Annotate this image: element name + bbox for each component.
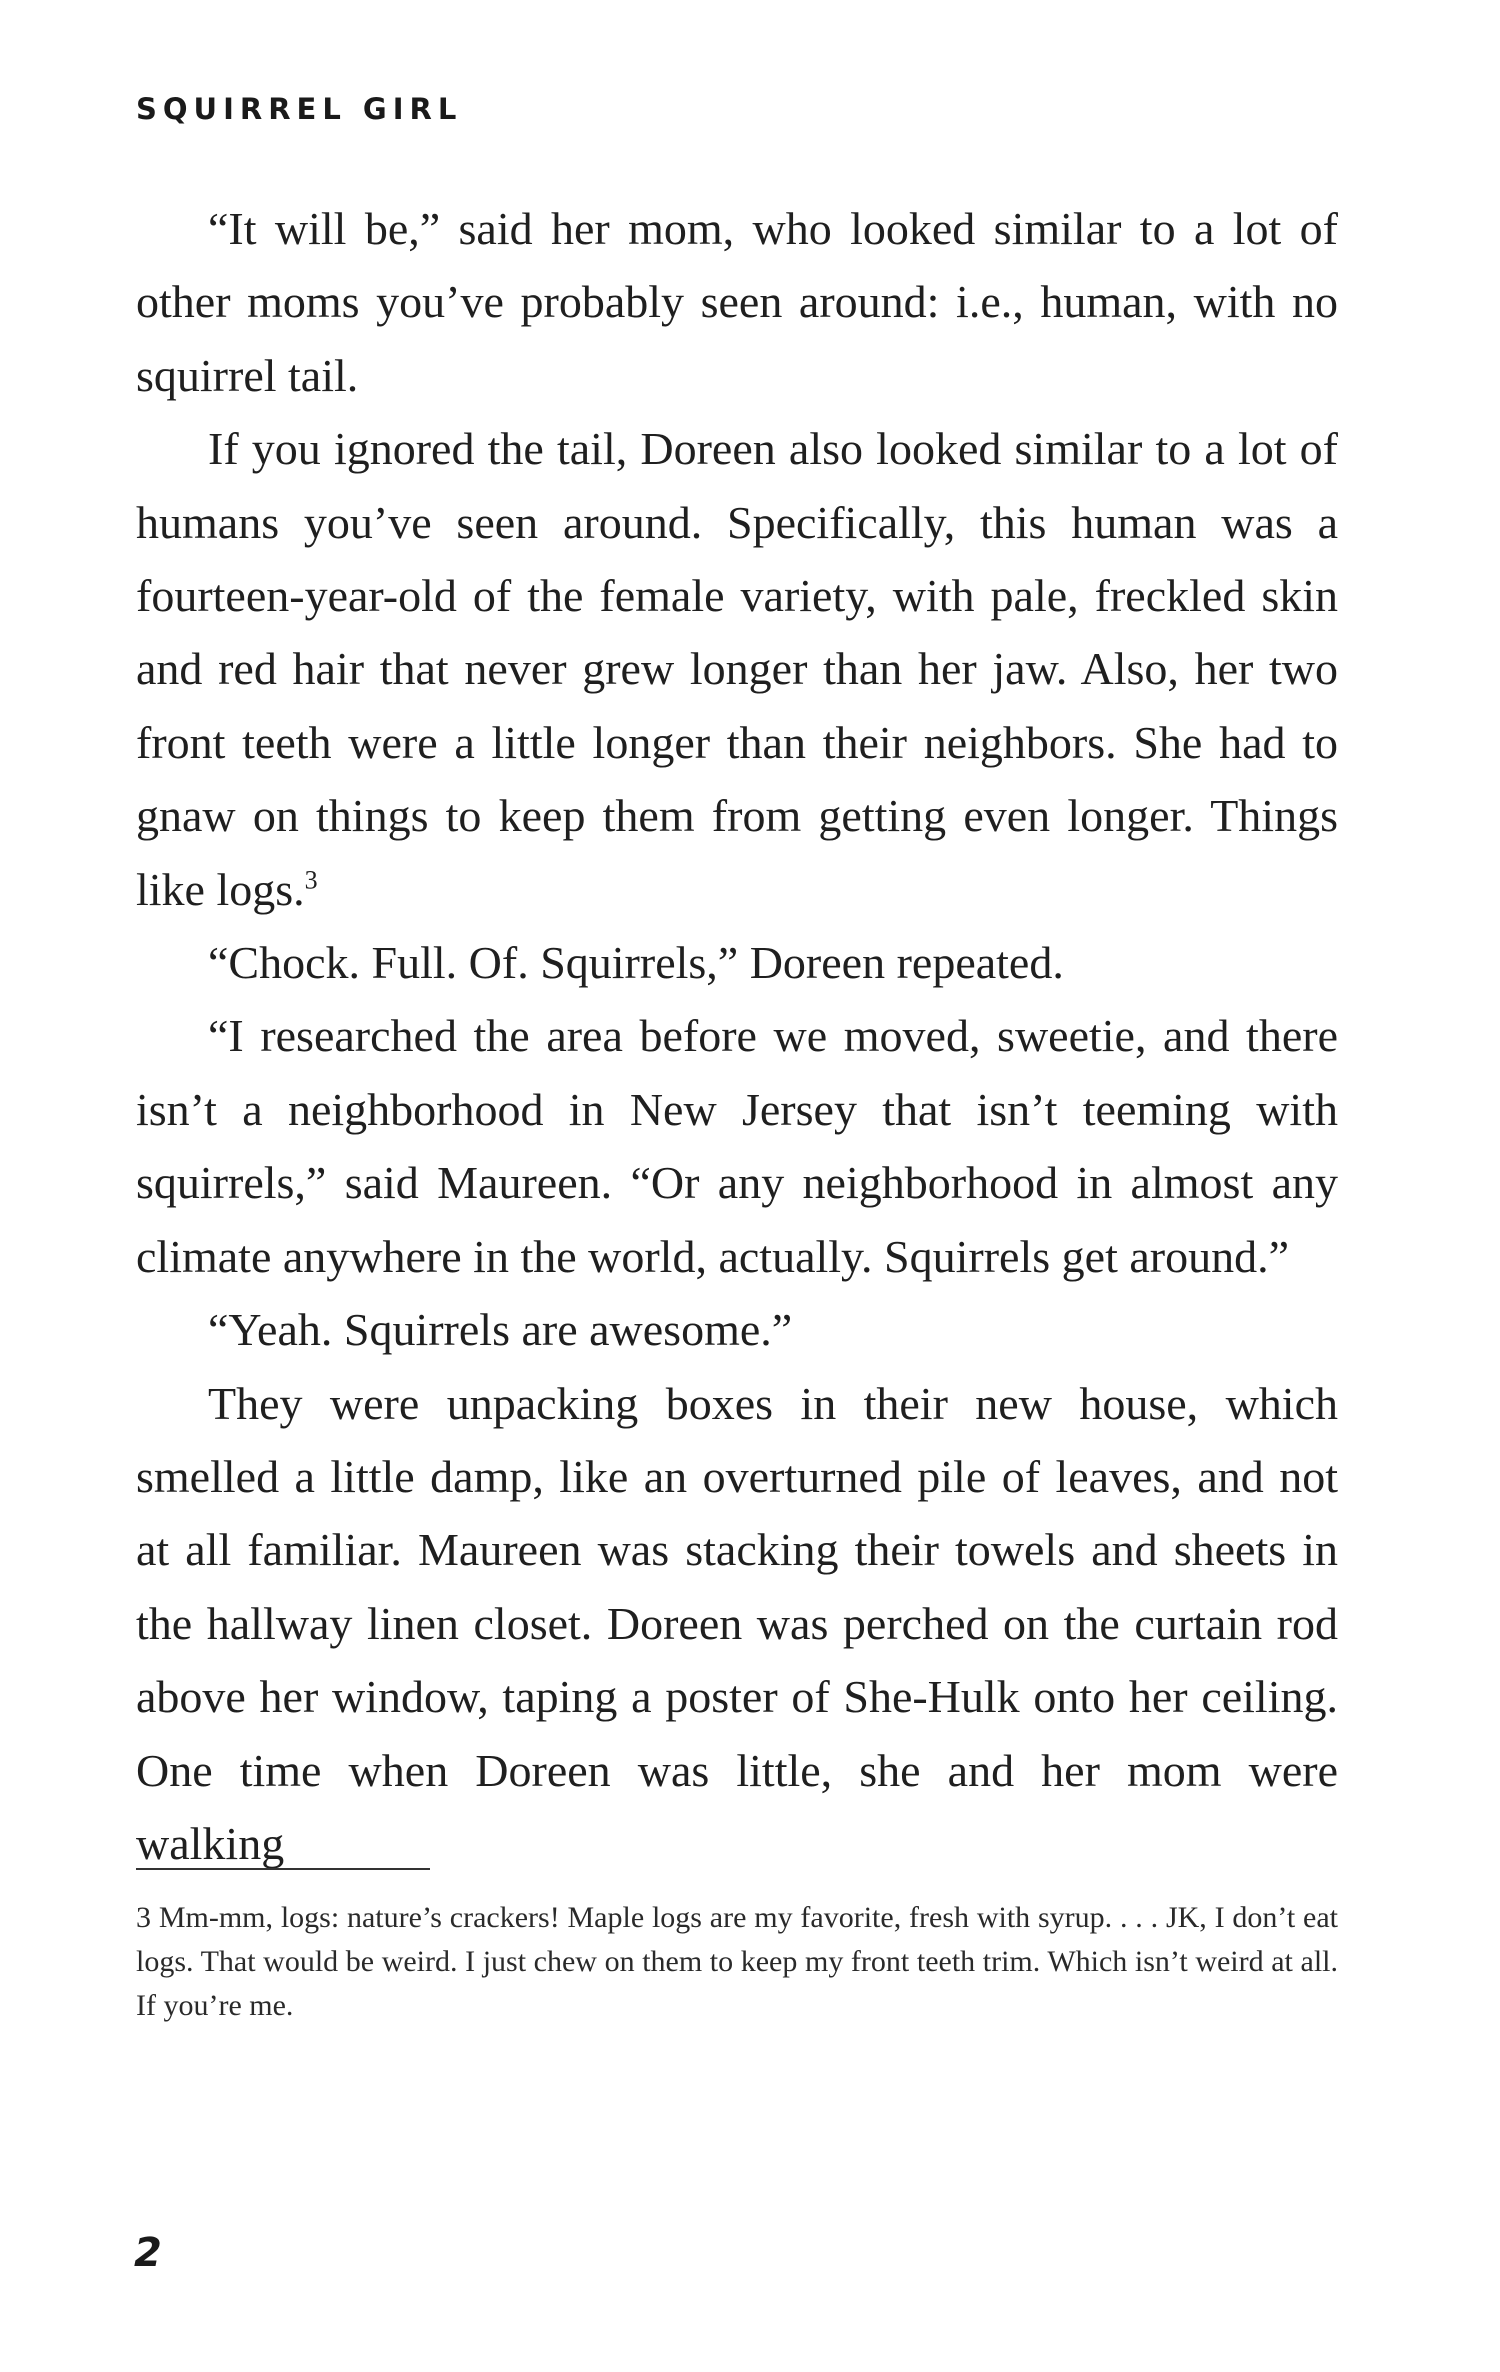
body-text [136, 192, 1338, 1880]
footnote: 3 Mm-mm, logs: nature’s crackers! Maple logs are my favorite, fresh with syrup. . . . JK, I don’t eat logs. That would be weird. I just chew on them to keep my front teeth trim. Which isn’t weird at all. If you’re me. [136, 1901, 1338, 2022]
footnote-reference: 3 [304, 865, 318, 895]
paragraph [136, 412, 1338, 926]
footnote-divider [136, 1868, 430, 1870]
running-head: SQUIRREL GIRL [136, 92, 463, 126]
paragraph-text: If you ignored the tail, Doreen also looked similar to a lot of humans you’ve seen around. Specifically, this human was a fourteen-year-old of the female variety, with pale, freckled skin and red hair that never grew longer than her jaw. Also, her two front teeth were a little longer than their neighbors. She had to gnaw on things to keep them from getting even longer. Things like logs. [136, 423, 1338, 915]
page-number: 2 [134, 2230, 162, 2276]
paragraph: They were unpacking boxes in their new house, which smelled a little damp, like an overturned pile of leaves, and not at all familiar. Maureen was stacking their towels and sheets in the hallway linen closet. Doreen was perched on the curtain rod above her window, taping a poster of She-Hulk onto her ceiling. One time when Doreen was little, she and her mom were walking [136, 1377, 1338, 1869]
paragraph: “I researched the area before we moved, sweetie, and there isn’t a neighborhood in New Jersey that isn’t teeming with squirrels,” said Maureen. “Or any neighborhood in almost any climate anywhere in the world, actually. Squirrels get around.” [136, 1010, 1338, 1282]
paragraph: “It will be,” said her mom, who looked similar to a lot of other moms you’ve probably seen around: i.e., human, with no squirrel tail. [136, 203, 1338, 401]
paragraph: “Chock. Full. Of. Squirrels,” Doreen repeated. [208, 937, 1064, 989]
paragraph: “Yeah. Squirrels are awesome.” [208, 1304, 793, 1356]
